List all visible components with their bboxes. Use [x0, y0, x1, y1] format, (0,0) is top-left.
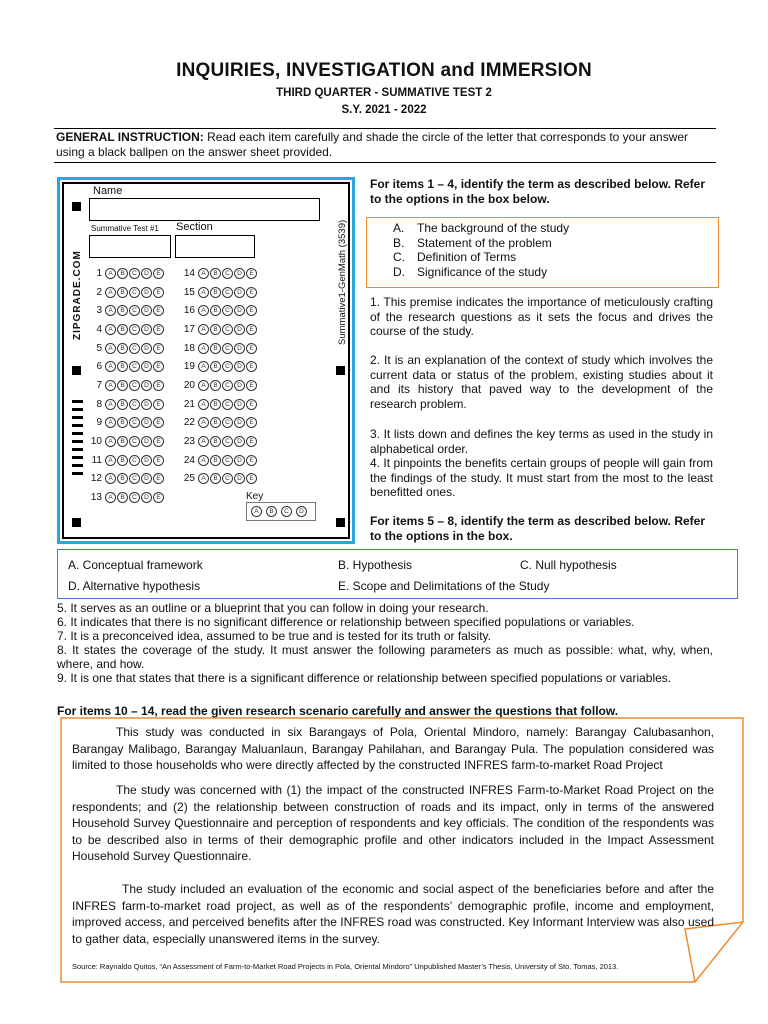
answer-row	[181, 357, 258, 376]
item-2: 2. It is an explanation of the context of study which involves the current data or status of the problem, existing studies about it and its history that paved way to the development of the research problem.	[370, 353, 713, 411]
answer-bubble[interactable]: A	[105, 287, 116, 298]
answer-bubble[interactable]: C	[222, 268, 233, 279]
answer-bubble[interactable]: B	[117, 417, 128, 428]
option-text: Definition of Terms	[417, 250, 517, 264]
answer-bubble[interactable]: E	[153, 268, 164, 279]
answer-bubble[interactable]: D	[141, 305, 152, 316]
item-7: 7. It is a preconceived idea, assumed to be true and is tested for its truth or falsity.	[57, 629, 491, 643]
answer-bubble[interactable]: A	[105, 324, 116, 335]
answer-row	[88, 432, 165, 451]
item-number: 12	[90, 473, 102, 485]
answer-bubble[interactable]: A	[198, 473, 209, 484]
zipgrade-brand: ZIPGRADE.COM	[72, 250, 83, 340]
answer-row	[88, 357, 165, 376]
answer-bubble[interactable]: A	[198, 399, 209, 410]
answer-row	[181, 414, 258, 433]
answer-row	[181, 432, 258, 451]
timing-bars	[72, 400, 83, 480]
registration-mark	[336, 518, 345, 527]
answer-bubble[interactable]: A	[198, 287, 209, 298]
answer-bubble[interactable]: C	[129, 492, 140, 503]
answer-row	[88, 376, 165, 395]
answer-bubble[interactable]: E	[246, 399, 257, 410]
answer-bubble[interactable]: D	[141, 492, 152, 503]
option-letter: C.	[393, 250, 405, 264]
option-text: Significance of the study	[417, 264, 548, 279]
answer-row	[181, 376, 258, 395]
answer-bubble[interactable]: A	[198, 417, 209, 428]
answer-bubble[interactable]: B	[117, 324, 128, 335]
option-c: C. Null hypothesis	[520, 558, 617, 572]
part3-heading-end: .	[614, 704, 619, 718]
answer-bubble[interactable]: D	[141, 417, 152, 428]
answer-bubble[interactable]: B	[210, 436, 221, 447]
registration-mark	[72, 202, 81, 211]
answer-bubble[interactable]: A	[198, 305, 209, 316]
item-number: 16	[183, 305, 195, 317]
item-number: 18	[183, 342, 195, 354]
answer-bubble[interactable]: B	[210, 305, 221, 316]
answer-bubble[interactable]: B	[117, 343, 128, 354]
answer-bubble[interactable]: D	[141, 268, 152, 279]
answer-bubble[interactable]: A	[198, 380, 209, 391]
option-e: E. Scope and Delimitations of the Study	[338, 579, 550, 593]
answer-bubble[interactable]: A	[198, 324, 209, 335]
part1-options	[393, 221, 569, 279]
name-field[interactable]	[89, 198, 320, 221]
registration-mark	[72, 518, 81, 527]
school-year: S.Y. 2021 - 2022	[341, 104, 427, 116]
name-label: Name	[93, 185, 123, 197]
item-5: 5. It serves as an outline or a blueprint that you can follow in doing your research.	[57, 601, 489, 615]
answer-bubble[interactable]: A	[105, 361, 116, 372]
answer-bubble[interactable]: E	[153, 380, 164, 391]
answer-row	[88, 339, 165, 358]
answer-bubble[interactable]: E	[246, 380, 257, 391]
answer-bubble[interactable]: A	[105, 492, 116, 503]
option-d: D. Alternative hypothesis	[68, 579, 201, 593]
answer-bubble[interactable]: B	[210, 324, 221, 335]
answer-bubble[interactable]: A	[105, 399, 116, 410]
answer-bubble[interactable]: D	[234, 399, 245, 410]
item-number: 10	[90, 436, 102, 448]
answer-bubble[interactable]: B	[210, 287, 221, 298]
answer-row	[88, 264, 165, 283]
item-number: 13	[90, 492, 102, 504]
item-number: 1	[96, 267, 102, 279]
answer-bubble[interactable]: E	[153, 324, 164, 335]
answer-bubble[interactable]: E	[153, 455, 164, 466]
item-number: 23	[183, 436, 195, 448]
answer-bubble[interactable]: B	[117, 455, 128, 466]
answer-bubble[interactable]: E	[246, 324, 257, 335]
answer-bubble[interactable]: C	[129, 324, 140, 335]
answer-bubble[interactable]: D	[234, 380, 245, 391]
key-bubble[interactable]: C	[281, 506, 292, 517]
item-9: 9. It is one that states that there is a significant difference or relationship between specified populations or variables.	[57, 671, 672, 685]
answer-bubble[interactable]: B	[210, 361, 221, 372]
answer-bubble[interactable]: C	[129, 343, 140, 354]
key-bubble[interactable]: B	[266, 506, 277, 517]
answer-bubble[interactable]: E	[246, 305, 257, 316]
answer-bubble[interactable]: D	[141, 324, 152, 335]
answer-bubble[interactable]: C	[129, 361, 140, 372]
answer-bubble[interactable]: E	[246, 436, 257, 447]
answer-bubble[interactable]: B	[117, 380, 128, 391]
answer-bubble[interactable]: C	[129, 380, 140, 391]
answer-row	[181, 451, 258, 470]
answer-row	[181, 264, 258, 283]
answer-bubble[interactable]: A	[105, 436, 116, 447]
item-number: 20	[183, 379, 195, 391]
item-number: 7	[96, 379, 102, 391]
answer-bubble[interactable]: A	[198, 436, 209, 447]
answer-bubble[interactable]: B	[117, 305, 128, 316]
answer-row	[181, 283, 258, 302]
section-field[interactable]	[175, 235, 255, 258]
item-number: 25	[183, 473, 195, 485]
part3-heading	[57, 704, 618, 718]
answer-bubble[interactable]: C	[222, 361, 233, 372]
answer-row	[88, 301, 165, 320]
answer-bubble[interactable]: D	[234, 287, 245, 298]
answer-bubble[interactable]: D	[141, 473, 152, 484]
item-1: 1. This premise indicates the importance of meticulously crafting of the research questions as it sets the focus and drives the course of the study.	[370, 295, 713, 338]
answer-bubble[interactable]: B	[117, 268, 128, 279]
answer-bubble[interactable]: E	[153, 492, 164, 503]
option-text: The background of the study	[417, 221, 570, 235]
option-letter: D.	[393, 264, 405, 279]
answer-bubble[interactable]: C	[129, 268, 140, 279]
answer-bubble[interactable]: C	[222, 473, 233, 484]
answer-row	[181, 339, 258, 358]
answer-bubble[interactable]: B	[117, 473, 128, 484]
answer-row	[88, 414, 165, 433]
item-number: 4	[96, 323, 102, 335]
instruction-text: Read each item carefully and shade the circle of the letter that corresponds to your answer using a black ballpen on the answer sheet provided.	[56, 130, 689, 159]
answer-bubble[interactable]: D	[141, 436, 152, 447]
answer-bubble[interactable]: C	[129, 399, 140, 410]
bubble-column-right	[181, 264, 258, 488]
item-8: 8. It states the coverage of the study. It must answer the following parameters as much as possible: what, why, when, where, and how.	[57, 643, 713, 671]
option-letter: A.	[393, 221, 405, 235]
answer-bubble[interactable]: B	[210, 268, 221, 279]
answer-bubble[interactable]: D	[234, 324, 245, 335]
key-bubbles	[251, 506, 311, 517]
test-label: Summative Test #1	[91, 224, 159, 233]
answer-bubble[interactable]: B	[117, 361, 128, 372]
answer-bubble[interactable]: D	[141, 361, 152, 372]
answer-bubble[interactable]: C	[222, 417, 233, 428]
item-number: 24	[183, 454, 195, 466]
instruction-label: GENERAL INSTRUCTION:	[56, 130, 204, 144]
answer-bubble[interactable]: A	[105, 305, 116, 316]
answer-bubble[interactable]: D	[141, 399, 152, 410]
answer-bubble[interactable]: E	[153, 343, 164, 354]
answer-bubble[interactable]: D	[141, 455, 152, 466]
answer-bubble[interactable]: D	[141, 343, 152, 354]
bubble-column-left	[88, 264, 165, 507]
quarter-subtitle: THIRD QUARTER - SUMMATIVE TEST 2	[276, 87, 492, 99]
page-title: INQUIRIES, INVESTIGATION and IMMERSION	[176, 60, 592, 81]
answer-bubble[interactable]: E	[246, 287, 257, 298]
answer-bubble[interactable]: D	[234, 268, 245, 279]
answer-bubble[interactable]: C	[222, 436, 233, 447]
answer-bubble[interactable]: A	[105, 473, 116, 484]
answer-bubble[interactable]: C	[222, 287, 233, 298]
answer-bubble[interactable]: A	[198, 455, 209, 466]
answer-bubble[interactable]: E	[153, 399, 164, 410]
item-4: 4. It pinpoints the benefits certain groups of people will gain from the findings of the study. It must start from the most to the least benefitted ones.	[370, 456, 713, 499]
answer-bubble[interactable]: B	[117, 287, 128, 298]
answer-bubble[interactable]: E	[246, 361, 257, 372]
answer-bubble[interactable]: D	[234, 473, 245, 484]
general-instruction	[54, 128, 716, 163]
answer-bubble[interactable]: E	[153, 473, 164, 484]
answer-bubble[interactable]: A	[105, 417, 116, 428]
answer-bubble[interactable]: B	[210, 343, 221, 354]
test-field[interactable]	[89, 235, 171, 258]
answer-bubble[interactable]: E	[246, 343, 257, 354]
answer-bubble[interactable]: B	[210, 380, 221, 391]
section-label: Section	[176, 221, 213, 233]
key-bubble[interactable]: D	[296, 506, 307, 517]
answer-bubble[interactable]: C	[129, 287, 140, 298]
answer-bubble[interactable]: E	[153, 287, 164, 298]
item-6: 6. It indicates that there is no significant difference or relationship between specified populations or variables.	[57, 615, 635, 629]
key-bubble[interactable]: A	[251, 506, 262, 517]
option-text: Statement of the problem	[417, 235, 552, 250]
answer-bubble[interactable]: D	[234, 417, 245, 428]
answer-bubble[interactable]: C	[129, 417, 140, 428]
answer-bubble[interactable]: C	[222, 305, 233, 316]
registration-mark	[336, 366, 345, 375]
option-a: A. Conceptual framework	[68, 558, 203, 572]
answer-bubble[interactable]: B	[117, 399, 128, 410]
answer-row	[88, 470, 165, 489]
item-number: 8	[96, 398, 102, 410]
answer-row	[88, 395, 165, 414]
answer-row	[88, 451, 165, 470]
part3-heading-text: For items 10 – 14, read the given research scenario carefully and answer the questions that follow	[57, 704, 615, 718]
answer-bubble[interactable]: E	[246, 473, 257, 484]
answer-bubble[interactable]: A	[198, 268, 209, 279]
answer-bubble[interactable]: C	[222, 399, 233, 410]
answer-bubble[interactable]: C	[222, 455, 233, 466]
answer-bubble[interactable]: D	[234, 361, 245, 372]
answer-bubble[interactable]: A	[105, 380, 116, 391]
part1-heading: For items 1 – 4, identify the term as described below. Refer to the options in the box below.	[370, 177, 705, 206]
item-number: 5	[96, 342, 102, 354]
answer-bubble[interactable]: D	[141, 380, 152, 391]
answer-bubble[interactable]: A	[198, 361, 209, 372]
answer-bubble[interactable]: C	[129, 305, 140, 316]
answer-bubble[interactable]: C	[222, 343, 233, 354]
answer-bubble[interactable]: C	[129, 455, 140, 466]
answer-bubble[interactable]: B	[210, 399, 221, 410]
answer-row	[181, 301, 258, 320]
scenario-source: Source: Raynaldo Quitos, “An Assessment of Farm-to-Market Road Projects in Pola, Oriental Mindoro” Unpublished Master’s Thesis, University of Sto. Tomas, 2013.	[72, 962, 619, 971]
option-letter: B.	[393, 235, 405, 250]
answer-bubble[interactable]: E	[153, 417, 164, 428]
registration-mark	[72, 366, 81, 375]
answer-row	[88, 320, 165, 339]
scenario-paragraph-1: This study was conducted in six Barangays of Pola, Oriental Mindoro, namely: Barangay Calubasanhon, Barangay Malibago, Barangay Maluanlaun, Barangay Pahilahan, and Barangay Pula. The population considered was limited to those households who were directly affected by the constructed INFRES farm-to-market Road Project	[72, 725, 714, 772]
key-label: Key	[246, 491, 264, 502]
option-b: B. Hypothesis	[338, 558, 413, 572]
answer-bubble[interactable]: C	[222, 380, 233, 391]
answer-row	[181, 395, 258, 414]
scenario-paragraph-3: The study included an evaluation of the economic and social aspect of the beneficiaries before and after the INFRES farm-to-market road project, as well as of the respondents’ demographic profile, income and employment, improved access, and perceived benefits after the INFRES road was constructed. Key Informant Interview was also used to gather data, especially unanswered items in the survey.	[72, 882, 714, 946]
item-number: 11	[91, 454, 102, 466]
item-number: 19	[183, 361, 195, 373]
answer-bubble[interactable]: D	[234, 455, 245, 466]
answer-row	[181, 470, 258, 489]
item-number: 17	[183, 323, 195, 335]
answer-bubble[interactable]: E	[246, 268, 257, 279]
answer-bubble[interactable]: C	[129, 436, 140, 447]
answer-bubble[interactable]: E	[153, 305, 164, 316]
sheet-code: Summative1-GenMath (3539)	[337, 219, 348, 345]
answer-bubble[interactable]: C	[129, 473, 140, 484]
answer-bubble[interactable]: A	[105, 268, 116, 279]
item-number: 3	[96, 305, 102, 317]
item-number: 22	[183, 417, 195, 429]
answer-row	[88, 488, 165, 507]
item-number: 21	[183, 398, 195, 410]
item-number: 9	[96, 417, 102, 429]
answer-bubble[interactable]: A	[105, 343, 116, 354]
answer-bubble[interactable]: B	[210, 417, 221, 428]
scenario-paragraph-2: The study was concerned with (1) the impact of the constructed INFRES Farm-to-Market Road Project on the respondents; and (2) the relationship between construction of roads and its impact, only in terms of the answered Household Survey Questionnaire and perception of respondents and key officials. The condition of the respondents was to be described also in terms of their demographic profile and other indicators included in the Impact Assessment Household Survey Questionnaire.	[72, 783, 714, 863]
answer-bubble[interactable]: E	[153, 436, 164, 447]
answer-row	[88, 283, 165, 302]
answer-bubble[interactable]: B	[117, 492, 128, 503]
item-number: 14	[183, 267, 195, 279]
answer-bubble[interactable]: D	[234, 343, 245, 354]
answer-bubble[interactable]: E	[246, 417, 257, 428]
part2-items	[57, 601, 713, 685]
answer-bubble[interactable]: E	[246, 455, 257, 466]
answer-bubble[interactable]: C	[222, 324, 233, 335]
answer-bubble[interactable]: B	[210, 455, 221, 466]
item-3: 3. It lists down and defines the key terms as used in the study in alphabetical order.	[370, 427, 713, 456]
answer-bubble[interactable]: A	[198, 343, 209, 354]
answer-bubble[interactable]: B	[210, 473, 221, 484]
answer-bubble[interactable]: D	[234, 436, 245, 447]
item-number: 2	[96, 286, 102, 298]
answer-bubble[interactable]: A	[105, 455, 116, 466]
answer-bubble[interactable]: D	[141, 287, 152, 298]
part2-heading: For items 5 – 8, identify the term as described below. Refer to the options in the box.	[370, 514, 705, 543]
answer-bubble[interactable]: E	[153, 361, 164, 372]
answer-bubble[interactable]: B	[117, 436, 128, 447]
item-number: 6	[96, 361, 102, 373]
answer-bubble[interactable]: D	[234, 305, 245, 316]
answer-row	[181, 320, 258, 339]
item-number: 15	[183, 286, 195, 298]
